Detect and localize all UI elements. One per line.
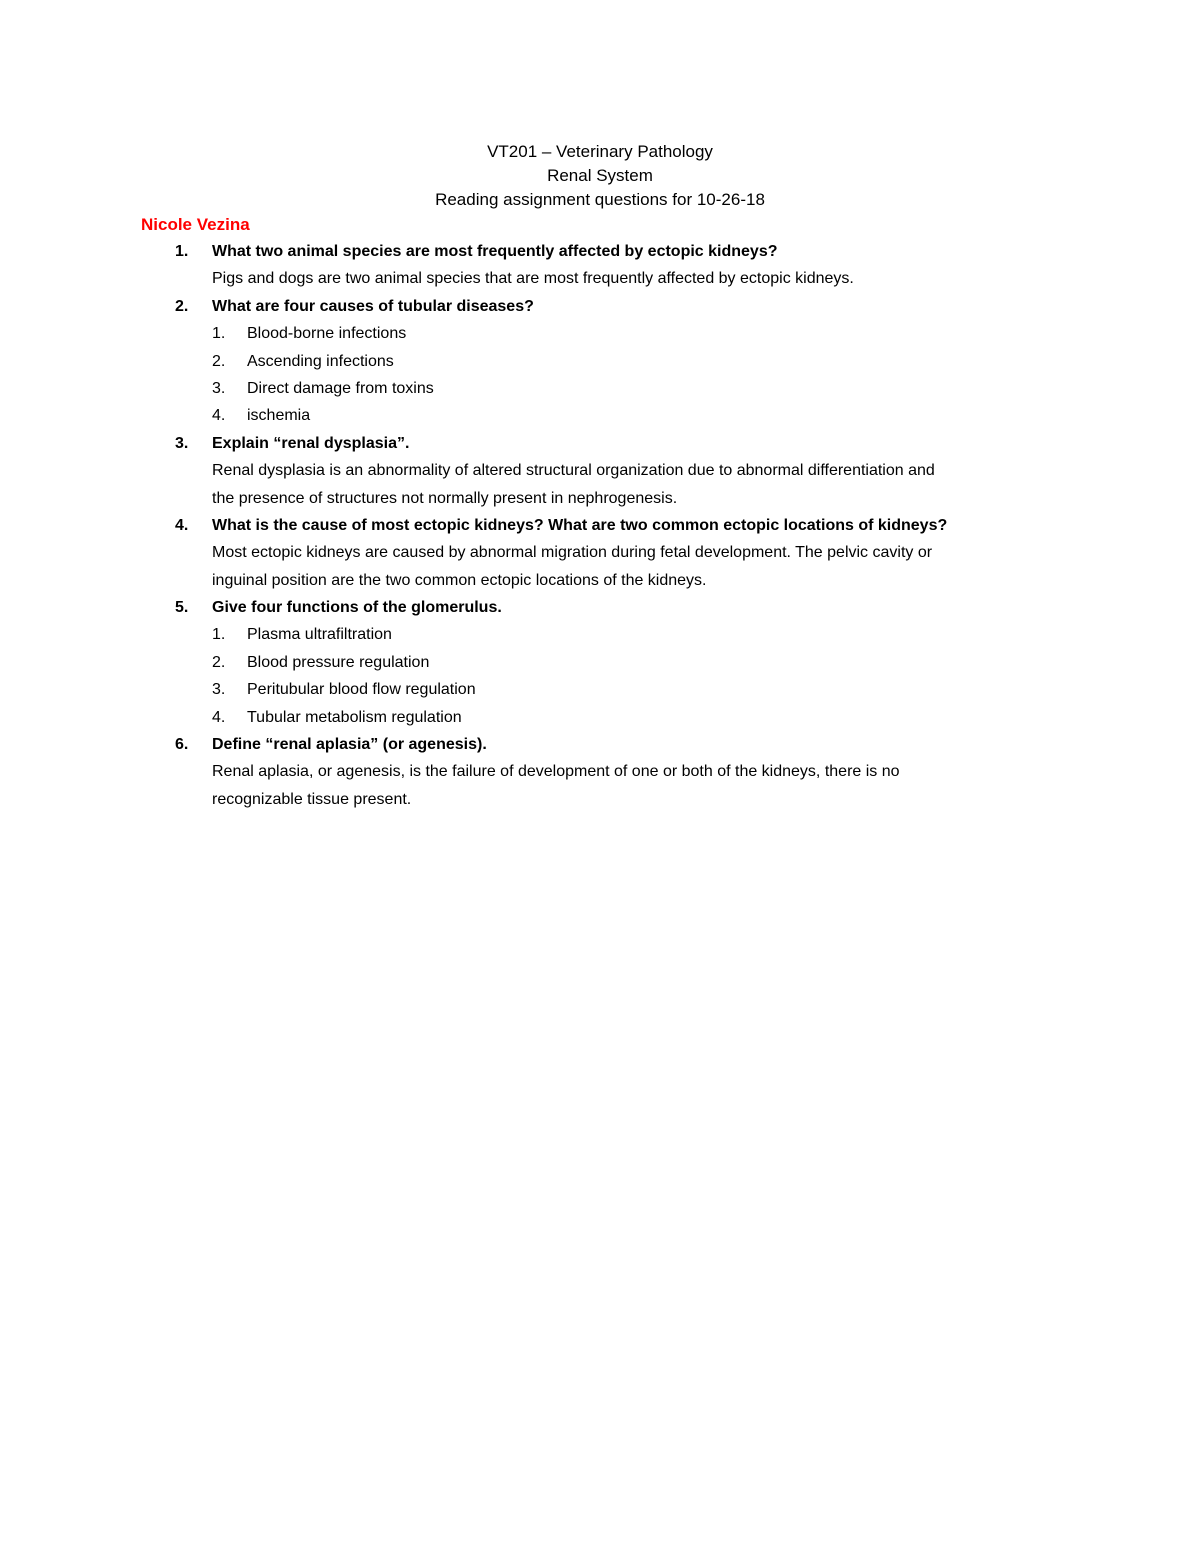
list-item-text: Peritubular blood flow regulation [247, 681, 476, 699]
answer-line: Most ectopic kidneys are caused by abnormal migration during fetal development. The pelvic cavity or [212, 544, 933, 562]
question-text: What is the cause of most ectopic kidneys? What are two common ectopic locations of kidneys? [212, 516, 948, 534]
question-3 [141, 430, 1041, 457]
answer-line: Renal dysplasia is an abnormality of altered structural organization due to abnormal differentiation and [212, 462, 935, 480]
answer-list-item [141, 402, 1041, 429]
course-title: VT201 – Veterinary Pathology [487, 142, 713, 161]
question-number: 1. [175, 243, 189, 260]
question-text: Define “renal aplasia” (or agenesis). [212, 736, 487, 754]
list-item-text: Tubular metabolism regulation [247, 708, 462, 726]
question-number: 6. [175, 736, 189, 754]
list-item-text: Blood-borne infections [247, 325, 407, 343]
document-header [0, 140, 1200, 212]
question-number: 2. [175, 297, 189, 315]
question-2 [141, 293, 1041, 320]
list-item-number: 3. [212, 379, 226, 397]
question-6 [141, 731, 1041, 758]
answer-list-item [141, 375, 1041, 402]
author-name: Nicole Vezina [141, 215, 250, 234]
list-item-text: Blood pressure regulation [247, 653, 430, 671]
answer-line: recognizable tissue present. [212, 790, 412, 808]
list-item-number: 4. [212, 407, 226, 425]
question-number: 5. [175, 599, 189, 617]
question-number: 3. [175, 434, 189, 452]
question-number: 4. [175, 516, 189, 534]
list-item-number: 3. [212, 681, 226, 699]
question-5 [141, 594, 1041, 621]
list-item-number: 1. [212, 325, 226, 343]
question-text: What two animal species are most frequently affected by ectopic kidneys? [212, 243, 778, 260]
list-item-text: Direct damage from toxins [247, 379, 434, 397]
answer-list-item [141, 621, 1041, 648]
assignment-title: Reading assignment questions for 10-26-18 [435, 190, 765, 209]
list-item-number: 2. [212, 653, 226, 671]
answer-list-item [141, 704, 1041, 731]
question-1 [141, 238, 1041, 265]
question-text: Explain “renal dysplasia”. [212, 434, 410, 452]
topic-title: Renal System [547, 166, 653, 185]
list-item-number: 2. [212, 352, 226, 370]
answer-line: Renal aplasia, or agenesis, is the failure of development of one or both of the kidneys, there is no [212, 763, 900, 781]
answer-list-item [141, 348, 1041, 375]
list-item-text: Plasma ultrafiltration [247, 626, 392, 644]
question-4 [141, 512, 1041, 539]
list-item-text: ischemia [247, 407, 311, 425]
question-text: Give four functions of the glomerulus. [212, 599, 502, 617]
answer-line: Pigs and dogs are two animal species that are most frequently affected by ectopic kidneys. [212, 270, 854, 288]
answer-list-item [141, 320, 1041, 347]
list-item-text: Ascending infections [247, 352, 394, 370]
answer-list-item [141, 649, 1041, 676]
question-text: What are four causes of tubular diseases? [212, 297, 534, 315]
answer-line: inguinal position are the two common ectopic locations of the kidneys. [212, 571, 707, 589]
list-item-number: 4. [212, 708, 226, 726]
answer-line: the presence of structures not normally present in nephrogenesis. [212, 489, 678, 507]
answer-list-item [141, 676, 1041, 703]
question-list [141, 238, 1041, 813]
list-item-number: 1. [212, 626, 226, 644]
